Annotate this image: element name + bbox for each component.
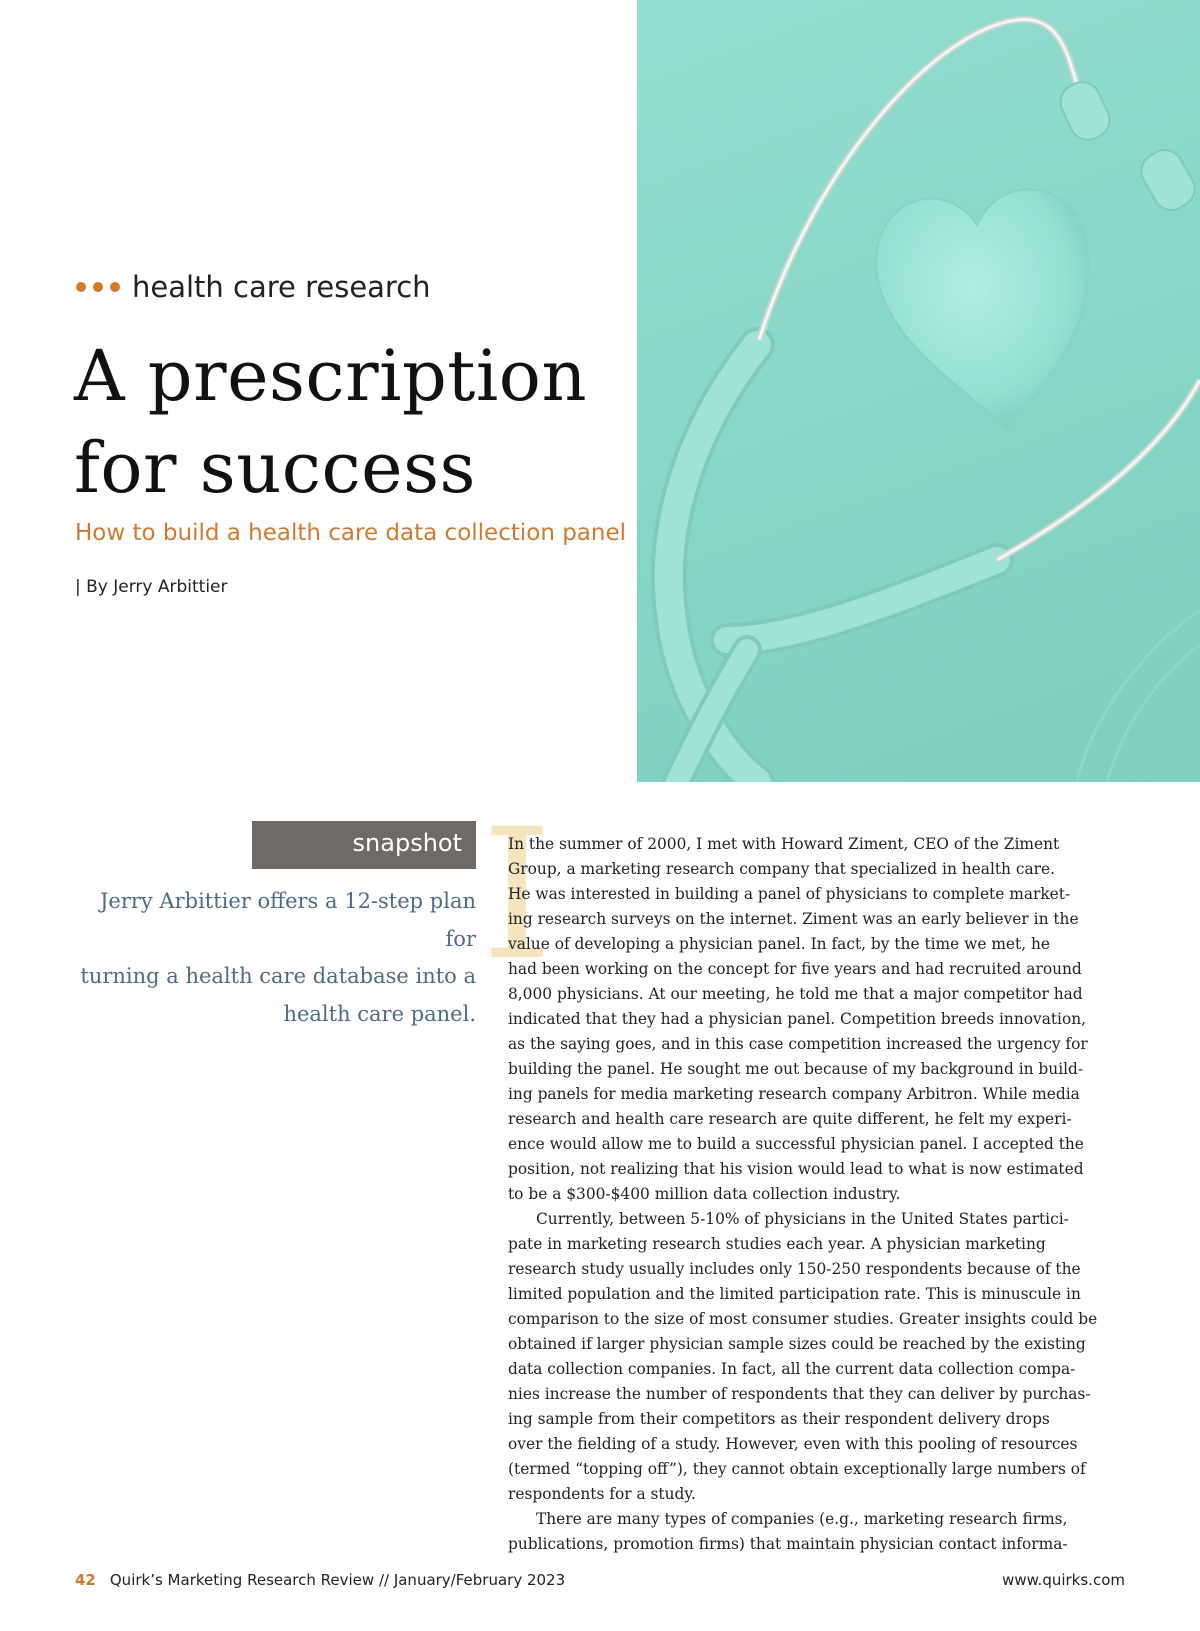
body-line: data collection companies. In fact, all the current data collection compa- (508, 1360, 1076, 1378)
body-line: ing panels for media marketing research company Arbitron. While media (508, 1085, 1080, 1103)
section-label (76, 270, 431, 304)
publication-name: Quirk’s Marketing Research Review // January/February 2023 (109, 1571, 566, 1589)
title-line: A prescription (74, 335, 588, 417)
body-line: ing research surveys on the internet. Ziment was an early believer in the (508, 910, 1079, 928)
hero-image (637, 0, 1200, 782)
page-number: 42 (75, 1571, 96, 1589)
body-line: as the saying goes, and in this case competition increased the urgency for (508, 1035, 1088, 1053)
body-line: nies increase the number of respondents that they can deliver by purchas- (508, 1385, 1091, 1403)
body-line: In the summer of 2000, I met with Howard Ziment, CEO of the Ziment (508, 835, 1060, 853)
body-line: building the panel. He sought me out because of my background in build- (508, 1060, 1084, 1078)
footer-publication (75, 1571, 565, 1589)
body-line: obtained if larger physician sample sizes could be reached by the existing (508, 1335, 1086, 1353)
body-line: position, not realizing that his vision would lead to what is now estimated (508, 1160, 1084, 1178)
body-line: He was interested in building a panel of physicians to complete market- (508, 885, 1071, 903)
body-line: publications, promotion firms) that maintain physician contact informa- (508, 1535, 1068, 1553)
body-line: to be a $300-$400 million data collection industry. (508, 1185, 901, 1203)
bullet-dots-icon (76, 282, 120, 292)
title-line: for success (74, 427, 476, 509)
footer-website: www.quirks.com (1002, 1571, 1125, 1589)
snapshot-text (80, 883, 476, 1033)
body-line: pate in marketing research studies each year. A physician marketing (508, 1235, 1046, 1253)
body-line: research and health care research are quite different, he felt my experi- (508, 1110, 1072, 1128)
body-line: 8,000 physicians. At our meeting, he told me that a major competitor had (508, 985, 1083, 1003)
body-line: research study usually includes only 150-250 respondents because of the (508, 1260, 1081, 1278)
body-line: had been working on the concept for five years and had recruited around (508, 960, 1082, 978)
body-line: value of developing a physician panel. In fact, by the time we met, he (508, 935, 1051, 953)
section-label-text: health care research (132, 270, 431, 304)
body-line: comparison to the size of most consumer studies. Greater insights could be (508, 1310, 1098, 1328)
drop-cap: I (481, 791, 553, 1000)
article-subtitle: How to build a health care data collection panel (75, 520, 627, 546)
snapshot-line: health care panel. (283, 1001, 476, 1026)
body-line: ing sample from their competitors as their respondent delivery drops (508, 1410, 1050, 1428)
body-line: indicated that they had a physician panel. Competition breeds innovation, (508, 1010, 1087, 1028)
body-line: (termed “topping off”), they cannot obtain exceptionally large numbers of (508, 1460, 1086, 1478)
article-title (74, 330, 634, 514)
snapshot-line: turning a health care database into a (80, 964, 476, 988)
body-line: ence would allow me to build a successful physician panel. I accepted the (508, 1135, 1084, 1153)
body-line: Group, a marketing research company that specialized in health care. (508, 860, 1056, 878)
body-line: over the fielding of a study. However, even with this pooling of resources (508, 1435, 1078, 1453)
article-body (508, 832, 1125, 1557)
snapshot-line: Jerry Arbittier offers a 12-step plan for (99, 889, 476, 951)
byline: | By Jerry Arbittier (75, 577, 228, 597)
body-line: There are many types of companies (e.g., marketing research firms, (536, 1510, 1068, 1528)
body-line: respondents for a study. (508, 1485, 696, 1503)
body-line: Currently, between 5-10% of physicians in the United States partici- (536, 1210, 1069, 1228)
body-line: limited population and the limited participation rate. This is minuscule in (508, 1285, 1081, 1303)
stethoscope-heart-icon (637, 0, 1200, 782)
snapshot-label: snapshot (252, 821, 476, 869)
